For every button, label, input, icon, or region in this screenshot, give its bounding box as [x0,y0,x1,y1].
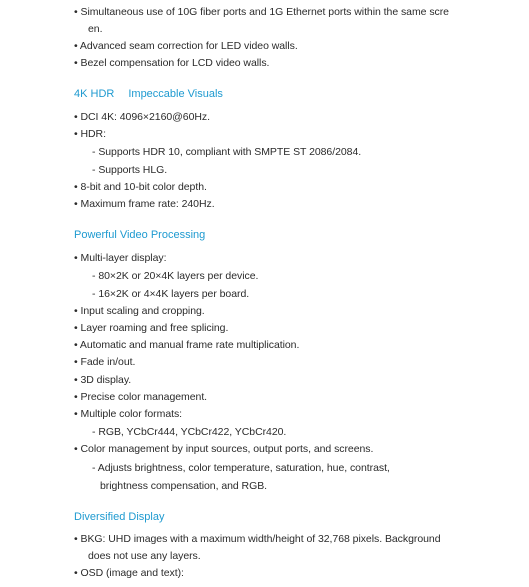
display-item-1-cont: does not use any layers. [88,550,201,562]
hdr-item-1: • DCI 4K: 4096×2160@60Hz. [74,111,210,123]
processing-item-5: • Fade in/out. [74,356,136,368]
processing-subitem-2: - 16×2K or 4×4K layers per board. [92,288,250,300]
hdr-subitem-1: - Supports HDR 10, compliant with SMPTE ST 2086/2084. [92,146,362,158]
section-heading-processing: Powerful Video Processing [74,229,206,241]
processing-subitem-4: - Adjusts brightness, color temperature, saturation, hue, contrast, [92,462,390,474]
intro-item-2: • Advanced seam correction for LED video walls. [74,40,298,52]
processing-subitem-4-cont: brightness compensation, and RGB. [100,480,268,492]
processing-item-1: • Multi-layer display: [74,252,167,264]
processing-item-3: • Layer roaming and free splicing. [74,322,229,334]
processing-subitem-3: - RGB, YCbCr444, YCbCr422, YCbCr420. [92,426,287,438]
heading-hdr-part-b: Impeccable Visuals [128,88,223,100]
processing-subitem-1: - 80×2K or 20×4K layers per device. [92,270,259,282]
intro-item-1-cont: en. [88,23,103,35]
section-heading-hdr [74,88,223,101]
intro-item-3: • Bezel compensation for LCD video walls. [74,57,270,69]
processing-item-8: • Multiple color formats: [74,408,183,420]
section-heading-display: Diversified Display [74,511,165,523]
hdr-item-2: • HDR: [74,128,106,140]
display-item-2: • OSD (image and text): [74,567,184,579]
processing-item-9: • Color management by input sources, output ports, and screens. [74,443,374,455]
processing-item-4: • Automatic and manual frame rate multiplication. [74,339,300,351]
hdr-item-3: • 8-bit and 10-bit color depth. [74,181,207,193]
hdr-subitem-2: - Supports HLG. [92,164,168,176]
display-item-1: • BKG: UHD images with a maximum width/height of 32,768 pixels. Background [74,533,441,545]
heading-hdr-part-a: 4K HDR [74,88,115,100]
intro-item-1: • Simultaneous use of 10G fiber ports and 1G Ethernet ports within the same scre [74,6,449,18]
processing-item-2: • Input scaling and cropping. [74,305,205,317]
hdr-item-4: • Maximum frame rate: 240Hz. [74,198,215,210]
processing-item-6: • 3D display. [74,374,132,386]
processing-item-7: • Precise color management. [74,391,208,403]
